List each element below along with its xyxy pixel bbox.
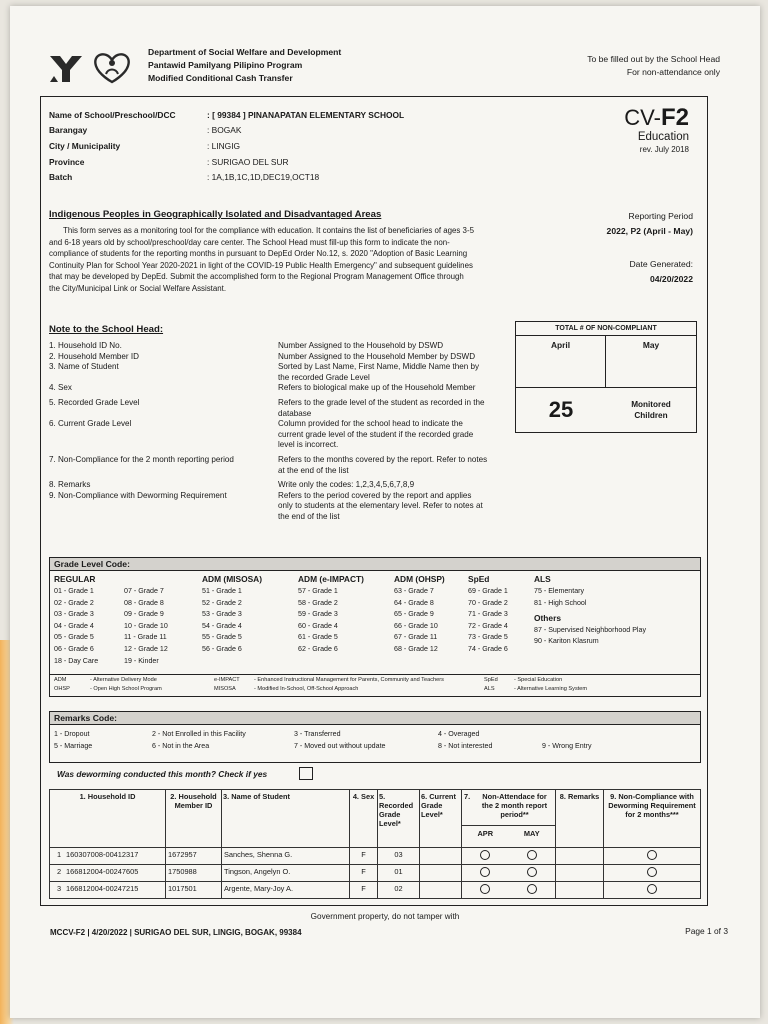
note-value: Write only the codes: 1,2,3,4,5,6,7,8,9 (278, 480, 415, 490)
remarks-title: Remarks Code: (50, 712, 700, 725)
cell-deworming (604, 882, 701, 899)
note-value: Refers to the months covered by the report. Refer to notes at the end of the list (278, 454, 488, 475)
field-row (49, 123, 489, 139)
field-label: Province (49, 156, 85, 167)
note-key: 6. Current Grade Level (49, 419, 132, 429)
grade-code: 70 - Grade 2 (468, 598, 508, 607)
grade-level-title: Grade Level Code: (50, 558, 700, 571)
note-key: 8. Remarks (49, 480, 91, 490)
cell-remarks[interactable] (556, 882, 604, 899)
als-code: 75 - Elementary (534, 587, 585, 595)
cell-non-attendance (462, 865, 556, 882)
field-label: Name of School/Preschool/DCC (49, 109, 176, 120)
note-item (49, 362, 489, 383)
col-member-id: 2. Household Member ID (166, 790, 222, 848)
note-value: Number Assigned to the Household Member by DSWD (278, 351, 476, 361)
radio-circle-icon[interactable] (527, 850, 537, 860)
form-subject: Education (637, 131, 689, 143)
grade-code: 71 - Grade 3 (468, 610, 508, 619)
cell-student-name: Sanches, Shenna G. (222, 848, 350, 865)
agency-name: Department of Social Welfare and Development (148, 47, 342, 57)
note-value: Refers to biological make up of the Household Member (278, 383, 476, 393)
col-student-name: 3. Name of Student (222, 790, 350, 848)
field-row (49, 107, 489, 123)
cell-deworming (604, 865, 701, 882)
note-item (49, 352, 489, 363)
grade-column-head: ADM (MISOSA) (202, 574, 263, 584)
fill-instructions (587, 53, 720, 79)
radio-circle-icon[interactable] (647, 884, 657, 894)
grade-code: 66 - Grade 10 (394, 621, 438, 630)
grade-code: 58 - Grade 2 (298, 598, 338, 607)
monitored-count: 25 (548, 397, 574, 422)
note-key: 7. Non-Compliance for the 2 month reporting period (49, 454, 234, 464)
field-label: Barangay (49, 125, 88, 136)
grade-code: 10 - Grade 10 (124, 621, 168, 630)
grade-code: 69 - Grade 1 (468, 587, 508, 595)
cell-current-grade[interactable] (420, 848, 462, 865)
cell-student-name: Tingson, Angelyn O. (222, 865, 350, 882)
cell-household-id (50, 848, 166, 865)
dswd-logo-icon (46, 48, 142, 88)
field-row (49, 154, 489, 170)
note-item (49, 480, 489, 491)
radio-circle-icon[interactable] (527, 884, 537, 894)
legend-text: OHSP (54, 686, 70, 692)
grade-column (202, 574, 294, 656)
reporting-period (607, 209, 693, 287)
grade-code: 63 - Grade 7 (394, 587, 434, 595)
grade-code: 18 - Day Care (54, 656, 99, 665)
legend-text: SpEd (484, 677, 498, 683)
attendance-may-cell (509, 884, 556, 896)
legend-text: - Alternative Delivery Mode (90, 677, 157, 683)
grade-code: 61 - Grade 5 (298, 633, 338, 642)
grade-code: 51 - Grade 1 (202, 587, 242, 595)
field-row (49, 169, 489, 185)
attendance-apr-cell (462, 850, 509, 862)
col-may: MAY (523, 829, 540, 838)
grade-code: 73 - Grade 5 (468, 633, 508, 642)
col-current-grade: 6. Current Grade Level* (420, 790, 462, 848)
grade-code: 68 - Grade 12 (394, 644, 438, 653)
attendance-apr-cell (462, 884, 509, 896)
government-notice: Government property, do not tamper with (310, 912, 460, 921)
date-generated-label: Date Generated: (629, 259, 693, 269)
school-fields (49, 107, 489, 185)
grade-code: 04 - Grade 4 (54, 621, 94, 630)
cell-current-grade[interactable] (420, 882, 462, 899)
cell-remarks[interactable] (556, 848, 604, 865)
note-key: 2. Household Member ID (49, 351, 139, 361)
grade-code: 72 - Grade 4 (468, 621, 508, 630)
monitored-label: Monitored (631, 400, 671, 409)
attendance-may-cell (509, 867, 556, 879)
note-key: 1. Household ID No. (49, 341, 122, 350)
legend-text: - Enhanced Instructional Management for Parents, Community and Teachers (254, 677, 444, 683)
attendance-circles (462, 884, 555, 896)
radio-circle-icon[interactable] (480, 850, 490, 860)
form-body (40, 96, 708, 906)
reporting-period-value: 2022, P2 (April - May) (606, 226, 693, 236)
remark-code: 9 - Wrong Entry (542, 742, 592, 750)
cell-household-id (50, 865, 166, 882)
legend-text: MISOSA (214, 686, 236, 692)
form-code (624, 104, 689, 154)
grade-code: 52 - Grade 2 (202, 598, 242, 607)
cell-recorded-grade: 03 (378, 848, 420, 865)
grade-code: 03 - Grade 3 (54, 610, 94, 619)
attendance-apr-cell (462, 867, 509, 879)
non-attendance-note: For non-attendance only (626, 67, 720, 77)
col-remarks: 8. Remarks (556, 790, 604, 848)
col-sex: 4. Sex (350, 790, 378, 848)
grade-code: 06 - Grade 6 (54, 644, 94, 653)
notes-list (49, 341, 489, 523)
ip-title: Indigenous Peoples in Geographically Isolated and Disadvantaged Areas (49, 209, 382, 220)
program-subtitle: Modified Conditional Cash Transfer (148, 73, 293, 83)
grade-code: 11 - Grade 11 (124, 633, 167, 642)
field-label: Batch (49, 172, 73, 183)
noncompliant-title: TOTAL # OF NON-COMPLIANT (516, 322, 696, 336)
form-revision: rev. July 2018 (639, 145, 689, 154)
radio-circle-icon[interactable] (527, 867, 537, 877)
attendance-circles (462, 867, 555, 879)
intro-paragraph: This form serves as a monitoring tool for the compliance with education. It contains the list of beneficiaries of ages 3-5 and 6-18 years old by school/preschool/day care center. The School Head must fill-up this form to indicate the non-compliance of students for the reporting months in pursuant to DepEd Order No.12, s. 2020 "Adoption of Basic Learning Continuity Plan for School Year 2020-2021 in light of the COVID-19 Public Health Emergency" and subsequent guidelines that may be developed by DepEd. Submit the accomplished form to the Regional Program Management Office through the City/Municipal Link or Social Welfare Assistant. (49, 226, 474, 293)
form-code-prefix: CV- (624, 105, 661, 130)
grade-code: 67 - Grade 11 (394, 633, 438, 642)
legend-row (54, 685, 694, 694)
col-non-attendance (462, 790, 556, 848)
als-head: ALS (534, 574, 551, 584)
table-row (50, 865, 701, 882)
grade-column-head: REGULAR (54, 574, 96, 584)
remarks-section (49, 711, 701, 763)
grade-code: 64 - Grade 8 (394, 598, 434, 607)
legend-text: e-IMPACT (214, 677, 240, 683)
remark-code: 8 - Not interested (438, 742, 493, 750)
fill-by-note: To be filled out by the School Head (587, 54, 720, 64)
note-key: 3. Name of Student (49, 362, 119, 372)
cell-member-id: 1672957 (166, 848, 222, 865)
note-item (49, 341, 489, 352)
others-code: 90 - Kariton Klasrum (534, 637, 599, 646)
grade-code: 07 - Grade 7 (124, 587, 164, 595)
attendance-circles (462, 850, 555, 862)
cell-recorded-grade: 01 (378, 865, 420, 882)
note-value: Refers to the period covered by the report and applies only to students at the elementary level. Refer to notes at the end of the list (278, 490, 483, 521)
row-number: 1 (56, 850, 62, 859)
reporting-period-label: Reporting Period (628, 211, 693, 221)
legend-text: - Special Education (514, 677, 563, 683)
remark-code: 6 - Not in the Area (152, 742, 210, 750)
cell-recorded-grade: 02 (378, 882, 420, 899)
may-label: May (642, 340, 660, 350)
student-table (49, 789, 701, 899)
cell-student-name: Argente, Mary-Joy A. (222, 882, 350, 899)
remark-code: 7 - Moved out without update (294, 742, 386, 750)
cell-member-id: 1017501 (166, 882, 222, 899)
footer-left: MCCV-F2 | 4/20/2022 | SURIGAO DEL SUR, LINGIG, BOGAK, 99384 (50, 928, 302, 937)
grade-code: 09 - Grade 9 (124, 610, 164, 619)
field-label: City / Municipality (49, 140, 121, 151)
cell-remarks[interactable] (556, 865, 604, 882)
cell-non-attendance (462, 848, 556, 865)
col-apr: APR (477, 829, 494, 838)
field-value: : [ 99384 ] PINANAPATAN ELEMENTARY SCHOOL (207, 109, 405, 120)
grade-code: 05 - Grade 5 (54, 633, 94, 642)
note-key: 9. Non-Compliance with Deworming Requirement (49, 490, 227, 500)
note-value: Column provided for the school head to indicate the current grade level of the student if the recorded grade level is incorrect. (278, 419, 474, 450)
row-number: 3 (56, 884, 62, 893)
grade-code: 01 - Grade 1 (54, 587, 94, 595)
cell-current-grade[interactable] (420, 865, 462, 882)
cell-member-id: 1750988 (166, 865, 222, 882)
cell-sex: F (350, 848, 378, 865)
date-generated-value: 04/20/2022 (649, 274, 693, 284)
legend-text: - Modified In-School, Off-School Approach (254, 686, 359, 692)
cell-deworming (604, 848, 701, 865)
grade-column-head: ADM (e-IMPACT) (298, 574, 364, 584)
grade-code: 59 - Grade 3 (298, 610, 338, 619)
april-label: April (516, 336, 606, 387)
radio-circle-icon[interactable] (647, 850, 657, 860)
others-head: Others (534, 613, 561, 624)
grade-code: 53 - Grade 3 (202, 610, 242, 619)
agency-header (148, 46, 341, 85)
col-7-label: Non-Attendace for the 2 month report period** (481, 792, 548, 819)
grade-code: 56 - Grade 6 (202, 644, 242, 653)
remark-code: 4 - Overaged (438, 730, 480, 738)
household-id: 166812004-00247605 (66, 867, 139, 876)
grade-code: 12 - Grade 12 (124, 644, 168, 653)
remark-code: 2 - Not Enrolled in this Facility (152, 730, 246, 738)
note-item (49, 491, 489, 523)
note-value: Sorted by Last Name, First Name, Middle Name then by the recorded Grade Level (278, 362, 480, 382)
legend-text: - Open High School Program (90, 686, 162, 692)
page-number: Page 1 of 3 (685, 926, 728, 936)
cell-sex: F (350, 865, 378, 882)
col-household-id: 1. Household ID (50, 790, 166, 848)
noncompliant-box (515, 321, 697, 433)
note-item (49, 398, 489, 419)
note-value: Refers to the grade level of the student as recorded in the database (278, 397, 485, 418)
others-code: 87 - Supervised Neighborhood Play (534, 625, 646, 634)
note-item (49, 455, 489, 476)
radio-circle-icon[interactable] (480, 884, 490, 894)
field-value: : 1A,1B,1C,1D,DEC19,OCT18 (207, 172, 320, 183)
field-value: : SURIGAO DEL SUR (207, 156, 289, 167)
grade-code: 62 - Grade 6 (298, 644, 338, 653)
household-id: 160307008-00412317 (66, 850, 139, 859)
legend-text: ADM (54, 677, 67, 683)
remark-code: 1 - Dropout (54, 730, 90, 738)
cell-sex: F (350, 882, 378, 899)
children-label: Children (634, 411, 668, 420)
note-item (49, 383, 489, 394)
cell-household-id (50, 882, 166, 899)
grade-column (298, 574, 390, 656)
radio-circle-icon[interactable] (647, 867, 657, 877)
field-value: : BOGAK (207, 125, 242, 136)
notes-title: Note to the School Head: (49, 324, 164, 335)
grade-code: 74 - Grade 6 (468, 644, 508, 653)
deworming-question (57, 769, 267, 779)
legend-text: ALS (484, 686, 495, 692)
grade-code: 08 - Grade 8 (124, 598, 164, 607)
deworming-question-text: Was deworming conducted this month? Check if yes (57, 769, 268, 779)
deworming-checkbox[interactable] (299, 767, 313, 780)
program-name: Pantawid Pamilyang Pilipino Program (148, 60, 303, 70)
table-row (50, 882, 701, 899)
field-row (49, 138, 489, 154)
document-page (10, 6, 760, 1018)
note-item (49, 419, 489, 451)
cell-non-attendance (462, 882, 556, 899)
grade-code: 55 - Grade 5 (202, 633, 242, 642)
attendance-may-cell (509, 850, 556, 862)
radio-circle-icon[interactable] (480, 867, 490, 877)
grade-code: 54 - Grade 4 (202, 621, 242, 630)
note-value: Number Assigned to the Household by DSWD (278, 341, 444, 350)
als-code: 81 - High School (534, 598, 587, 607)
field-value: : LINGIG (207, 140, 241, 151)
remark-code: 3 - Transferred (294, 730, 341, 738)
col-recorded-grade: 5. Recorded Grade Level* (378, 790, 420, 848)
remark-code: 5 - Marriage (54, 742, 93, 750)
col-deworming: 9. Non-Compliance with Deworming Requirement for 2 months*** (604, 790, 701, 848)
grade-code: 19 - Kinder (124, 656, 159, 665)
row-number: 2 (56, 867, 62, 876)
note-key: 5. Recorded Grade Level (49, 397, 140, 407)
col-7-number: 7. (464, 792, 471, 801)
legend-row (54, 676, 694, 685)
grade-column-head: SpEd (468, 574, 490, 584)
grade-code: 57 - Grade 1 (298, 587, 338, 595)
grade-column-head: ADM (OHSP) (394, 574, 445, 584)
grade-code: 02 - Grade 2 (54, 598, 94, 607)
form-code-number: F2 (660, 104, 689, 131)
note-key: 4. Sex (49, 383, 72, 393)
household-id: 166812004-00247215 (66, 884, 139, 893)
legend-text: - Alternative Learning System (514, 686, 588, 692)
grade-code: 65 - Grade 9 (394, 610, 434, 619)
grade-level-section (49, 557, 701, 697)
table-row (50, 848, 701, 865)
als-column (534, 574, 694, 648)
grade-code: 60 - Grade 4 (298, 621, 338, 630)
